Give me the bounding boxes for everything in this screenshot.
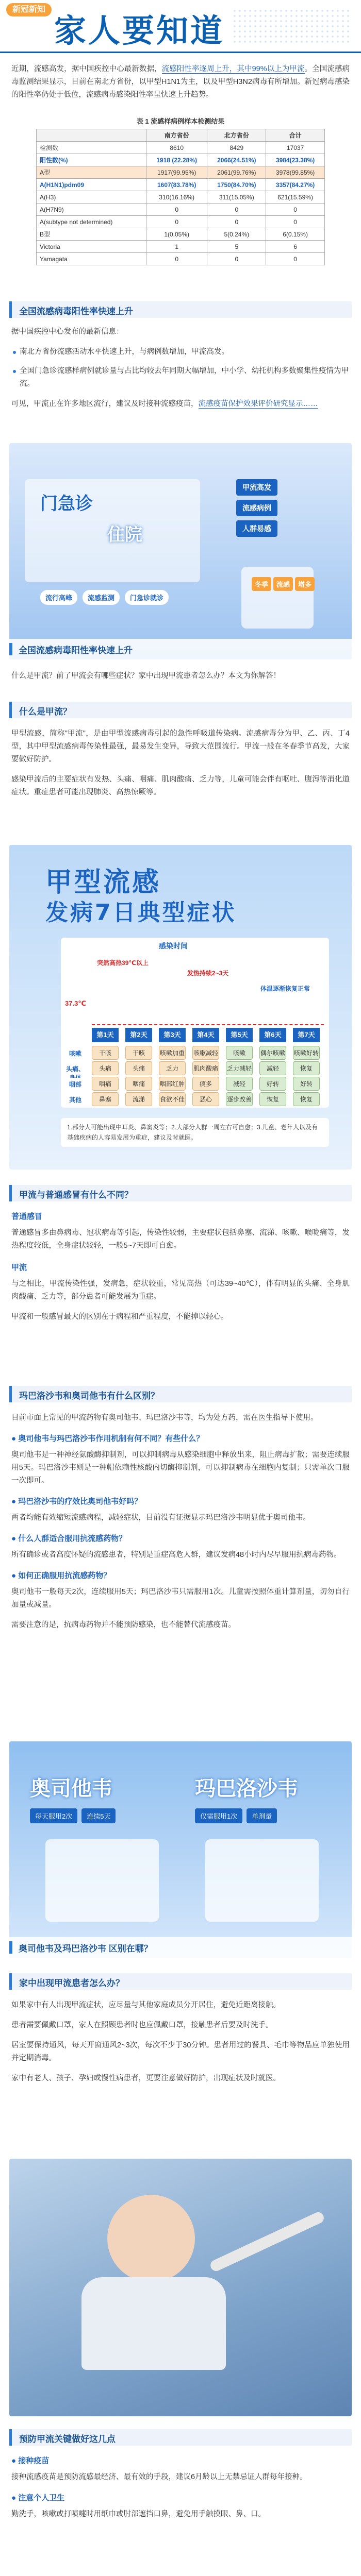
symptom-cell: 咽部红肿 bbox=[159, 1077, 186, 1091]
hero-tag-group bbox=[236, 479, 277, 537]
doctor-illustration bbox=[241, 567, 314, 629]
table-cell: 检测数 bbox=[37, 142, 146, 154]
symptom-cell: 鼻塞 bbox=[92, 1092, 119, 1106]
table-cell: A(H1N1)pdm09 bbox=[37, 179, 146, 191]
table-cell: 1917(99.95%) bbox=[146, 166, 207, 179]
header-divider bbox=[0, 52, 361, 53]
timeline-day: 第7天 bbox=[293, 1028, 320, 1042]
symptom-cell: 咽痛 bbox=[92, 1077, 119, 1091]
pill-pack-illustration bbox=[205, 1839, 319, 1922]
paragraph: 感染甲流后的主要症状有发热、头痛、咽痛、肌肉酸痛、乏力等，儿童可能会伴有呕吐、腹泻等消化道症状。重症患者可能出现肺炎、高热惊厥等。 bbox=[11, 775, 350, 796]
table-row bbox=[37, 142, 325, 154]
table-cell: 1 bbox=[146, 241, 207, 253]
drug-tags-right bbox=[195, 1808, 277, 1823]
intro-text-cont: 。全国流感病毒监测结果显示，目前在南北方省份，以甲型H1N1为主，以及甲型H3N2病毒有所增加。新冠病毒感染的阳性率仍处于低位，流感病毒感染阳性率呈快速上升趋势。 bbox=[11, 65, 350, 99]
symptom-cell: 乏力 bbox=[159, 1061, 186, 1075]
table-cell: 311(15.05%) bbox=[207, 191, 266, 204]
hero-tag: 人群易感 bbox=[236, 520, 277, 537]
fever-note: 突然高热39℃以上 bbox=[97, 959, 149, 967]
timeline-title: 甲型流感 bbox=[45, 867, 161, 898]
paragraph: 甲型流感，简称"甲流"，是由甲型流感病毒引起的急性呼吸道传染病。流感病毒分为甲、乙、丙、丁4型，其中甲型流感病毒传染性最强，最易发生变异，导致大范围流行。甲流一般在冬春季节高发，大家要做好防护。 bbox=[11, 730, 350, 764]
symptom-cell: 恢复 bbox=[293, 1092, 320, 1106]
fever-note: 体温逐渐恢复正常 bbox=[260, 985, 310, 992]
paragraph bbox=[11, 398, 350, 411]
result-table bbox=[36, 129, 325, 265]
table-row bbox=[37, 191, 325, 204]
thermometer-icon bbox=[209, 2210, 326, 2273]
table-cell: 1607(83.78%) bbox=[146, 179, 207, 191]
table-cell: Victoria bbox=[37, 241, 146, 253]
symptom-cell: 咳嗽好转 bbox=[293, 1046, 320, 1060]
subheading: ● 奥司他韦与玛巴洛沙韦作用机制有何不同？有些什么？ bbox=[11, 1434, 204, 1443]
table-header-row bbox=[37, 129, 325, 142]
symptom-cell: 逐步改善 bbox=[226, 1092, 253, 1106]
hero-pill: 门急诊就诊 bbox=[125, 590, 169, 605]
timeline-day: 第1天 bbox=[92, 1028, 119, 1042]
result-table-block bbox=[36, 116, 325, 265]
table-row bbox=[37, 166, 325, 179]
subheading: ● 如何正确服用抗流感药物？ bbox=[11, 1571, 111, 1580]
table-header bbox=[37, 129, 146, 142]
subheading: ● 玛巴洛沙韦的疗效比奥司他韦好吗？ bbox=[11, 1497, 142, 1506]
section-heading bbox=[9, 2429, 352, 2446]
list-item: 南北方省份流感活动水平快速上升，与病例数增加，甲流高发。 bbox=[11, 346, 350, 359]
section-title: 甲流与普通感冒有什么不同？ bbox=[19, 1190, 133, 1200]
table-cell: 0 bbox=[266, 253, 325, 265]
table-cell: 0 bbox=[146, 204, 207, 216]
symptom-cell: 干咳 bbox=[125, 1046, 152, 1060]
drug-tag: 连续5天 bbox=[81, 1808, 116, 1823]
temperature-label: 37.3℃ bbox=[65, 999, 87, 1007]
timeline-day: 第3天 bbox=[159, 1028, 186, 1042]
section-heading bbox=[9, 1973, 352, 1990]
hero-badge: 流感 bbox=[273, 577, 293, 591]
pill-box-illustration bbox=[45, 1839, 159, 1922]
table-cell: A(subtype not determined) bbox=[37, 216, 146, 228]
paragraph: 勤洗手，咳嗽或打喷嚏时用纸巾或肘部遮挡口鼻，避免用手触摸眼、鼻、口。 bbox=[11, 2510, 266, 2518]
section4-body bbox=[11, 1412, 350, 1632]
table-cell: A(H7N9) bbox=[37, 204, 146, 216]
table-row bbox=[37, 216, 325, 228]
table-row bbox=[37, 228, 325, 241]
subheading: ● 什么人群适合服用抗流感药物？ bbox=[11, 1534, 127, 1543]
table-caption: 表 1 流感样病例样本检测结果 bbox=[136, 117, 225, 125]
table-cell: 1(0.05%) bbox=[146, 228, 207, 241]
paragraph: 甲流和一般感冒最大的区别在于病程和严重程度，不能掉以轻心。 bbox=[11, 1313, 228, 1321]
table-cell: 0 bbox=[207, 216, 266, 228]
intro-paragraph bbox=[11, 63, 350, 101]
timeline-day: 第4天 bbox=[192, 1028, 219, 1042]
table-cell: A(H3) bbox=[37, 191, 146, 204]
paragraph: 据中国疾控中心发布的最新信息： bbox=[11, 328, 124, 336]
symptom-cell: 好转 bbox=[259, 1077, 286, 1091]
intro-highlight: 流感阳性率逐周上升，其中99%以上为甲流 bbox=[161, 65, 305, 73]
table-row bbox=[37, 154, 325, 166]
timeline-day-header: 感染时间 bbox=[159, 942, 188, 950]
table-cell: 3984(23.38%) bbox=[266, 154, 325, 166]
child-figure bbox=[107, 2195, 195, 2282]
hero-pill: 流感监测 bbox=[83, 590, 120, 605]
section-heading bbox=[9, 301, 352, 318]
table-cell: 621(15.59%) bbox=[266, 191, 325, 204]
symptom-cell: 食欲不佳 bbox=[159, 1092, 186, 1106]
section3-body bbox=[11, 1211, 350, 1324]
drug-tag: 单剂量 bbox=[247, 1808, 277, 1823]
section2-body bbox=[11, 727, 350, 799]
caption-text: 全国流感病毒阳性率快速上升 bbox=[19, 646, 133, 655]
timeline-row-label: 咽部 bbox=[65, 1078, 86, 1091]
symptom-cell: 痰多 bbox=[192, 1077, 219, 1091]
subheading: ● 注意个人卫生 bbox=[11, 2494, 65, 2502]
timeline-row-label: 咳嗽 bbox=[65, 1047, 86, 1060]
table-cell: 阳性数(%) bbox=[37, 154, 146, 166]
symptom-cell: 咳嗽减轻 bbox=[192, 1046, 219, 1060]
badge-group bbox=[252, 577, 315, 591]
hero-tag: 流感病例 bbox=[236, 500, 277, 516]
symptom-cell: 减轻 bbox=[226, 1077, 253, 1091]
section-heading bbox=[9, 702, 352, 718]
symptom-cell: 肌肉酸痛 bbox=[192, 1061, 219, 1075]
drug-title-right: 玛巴洛沙韦 bbox=[195, 1777, 298, 1800]
blanket bbox=[81, 2277, 226, 2370]
subheading: 甲流 bbox=[11, 1263, 27, 1272]
hero-caption bbox=[9, 1937, 352, 1958]
table-row bbox=[37, 179, 325, 191]
table-cell: 17037 bbox=[266, 142, 325, 154]
table-cell: 2061(99.76%) bbox=[207, 166, 266, 179]
hospital-label: 住院 bbox=[107, 525, 142, 545]
symptom-cell: 恢复 bbox=[293, 1061, 320, 1075]
paragraph: 接种流感疫苗是预防流感最经济、最有效的手段，建议6月龄以上无禁忌证人群每年接种。 bbox=[11, 2473, 307, 2481]
symptom-cell: 恶心 bbox=[192, 1092, 219, 1106]
section-title: 预防甲流关键做好这几点 bbox=[19, 2434, 116, 2444]
hero-badge: 增多 bbox=[295, 577, 315, 591]
paragraph: 与之相比，甲流传染性强，发病急，症状较重，常见高热（可达39~40℃），伴有明显的头痛、全身肌肉酸痛、乏力等，部分患者可能发展为重症。 bbox=[11, 1280, 350, 1301]
paragraph: 居室要保持通风，每天开窗通风2~3次，每次不少于30分钟。患者用过的餐具、毛巾等物品应单独使用并定期消毒。 bbox=[11, 2041, 350, 2062]
fever-note: 发热持续2~3天 bbox=[187, 970, 229, 977]
table-cell: B型 bbox=[37, 228, 146, 241]
section2-intro bbox=[11, 670, 350, 683]
hero-pill: 流行高峰 bbox=[40, 590, 77, 605]
intro-text: 近期，流感高发，据中国疾控中心最新数据， bbox=[11, 65, 162, 73]
drug-tag: 仅需服用1次 bbox=[195, 1808, 242, 1823]
caption-bar bbox=[9, 1941, 12, 1954]
hero-caption bbox=[9, 639, 352, 659]
page-title: 家人要知道 bbox=[54, 12, 225, 49]
paragraph: 什么是甲流？前了甲流会有哪些症状？家中出现甲流患者怎么办？本文为你解答！ bbox=[11, 672, 281, 680]
table-cell: 2066(24.51%) bbox=[207, 154, 266, 166]
section1-body bbox=[11, 326, 350, 411]
timeline-day: 第2天 bbox=[125, 1028, 152, 1042]
symptom-cell: 乏力减轻 bbox=[226, 1061, 253, 1075]
symptom-cell: 咽痛 bbox=[125, 1077, 152, 1091]
section-heading bbox=[9, 1386, 352, 1402]
table-row bbox=[37, 253, 325, 265]
drug-title-left: 奥司他韦 bbox=[30, 1777, 112, 1800]
bullet-list bbox=[11, 346, 350, 391]
paragraph: 需要注意的是，抗病毒药物并不能预防感染，也不能替代流感疫苗。 bbox=[11, 1621, 236, 1629]
symptom-cell: 恢复 bbox=[259, 1092, 286, 1106]
caption-text: 奥司他韦及玛巴洛沙韦 区别在哪？ bbox=[19, 1944, 153, 1954]
paragraph: 两者均能有效缩短流感病程，减轻症状，目前没有证据显示玛巴洛沙韦明显优于奥司他韦。 bbox=[11, 1514, 310, 1522]
table-header: 合计 bbox=[266, 129, 325, 142]
section-title: 玛巴洛沙韦和奥司他韦有什么区别？ bbox=[19, 1391, 159, 1401]
table-cell: 8610 bbox=[146, 142, 207, 154]
section6-body-a bbox=[11, 2455, 350, 2521]
paragraph: 目前市面上常见的甲流药物有奥司他韦、玛巴洛沙韦等，均为处方药，需在医生指导下使用。 bbox=[11, 1414, 318, 1422]
paragraph: 普通感冒多由鼻病毒、冠状病毒等引起，传染性较弱，主要症状包括鼻塞、流涕、咳嗽、喉咙痛等，发热程度较低，全身症状较轻，一般5~7天即可自愈。 bbox=[11, 1229, 350, 1250]
paragraph: 奥司他韦一般每天2次，连续服用5天；玛巴洛沙韦只需服用1次。儿童需按照体重计算剂量，切勿自行加量或减量。 bbox=[11, 1588, 350, 1609]
table-header: 南方省份 bbox=[146, 129, 207, 142]
table-cell: 1918 (22.28%) bbox=[146, 154, 207, 166]
table-cell: 5(0.24%) bbox=[207, 228, 266, 241]
table-cell: 0 bbox=[146, 216, 207, 228]
symptom-cell: 头痛 bbox=[125, 1061, 152, 1075]
caption-bar bbox=[9, 643, 12, 655]
header-decoration bbox=[232, 8, 351, 44]
table-cell: Yamagata bbox=[37, 253, 146, 265]
table-cell: 0 bbox=[146, 253, 207, 265]
symptom-cell: 偶尔咳嗽 bbox=[259, 1046, 286, 1060]
paragraph: 如果家中有人出现甲流症状，应尽量与其他家庭成员分开居住，避免近距离接触。 bbox=[11, 2001, 281, 2009]
table-cell: 5 bbox=[207, 241, 266, 253]
timeline-day: 第6天 bbox=[259, 1028, 286, 1042]
table-cell: 0 bbox=[207, 204, 266, 216]
section-heading bbox=[9, 1185, 352, 1201]
drug-tags-left bbox=[30, 1808, 116, 1823]
paragraph: 患者需要佩戴口罩，家人在照顾患者时也应佩戴口罩，接触患者后要及时洗手。 bbox=[11, 2021, 273, 2029]
symptom-cell: 头痛 bbox=[92, 1061, 119, 1075]
inline-link[interactable]: 流感疫苗保护效果评价研究显示…… bbox=[198, 400, 318, 408]
timeline-notes: 1.部分人可能出现中耳炎、鼻窦炎等；2.大部分人群一周左右可自愈；3.儿童、老年人以及有基础疾病的人容易发展为重症，建议及时就医。 bbox=[61, 1118, 329, 1147]
paragraph: 家中有老人、孩子、孕妇或慢性病患者，更要注意做好防护，出现症状及时就医。 bbox=[11, 2074, 281, 2082]
hero-pill-group bbox=[40, 590, 169, 605]
symptom-cell: 咳嗽加重 bbox=[159, 1046, 186, 1060]
paragraph: 所有确诊或者高度怀疑的流感患者，特别是重症高危人群，建议发病48小时内尽早服用抗病毒药物。 bbox=[11, 1551, 341, 1559]
subheading: 普通感冒 bbox=[11, 1212, 43, 1221]
paragraph-text: 可见，甲流正在许多地区流行，建议及时接种流感疫苗， bbox=[11, 400, 199, 408]
table-cell: A型 bbox=[37, 166, 146, 179]
header-badge: 新冠新知 bbox=[6, 3, 52, 16]
symptom-cell: 咳嗽 bbox=[226, 1046, 253, 1060]
symptom-cell: 好转 bbox=[293, 1077, 320, 1091]
table-header: 北方省份 bbox=[207, 129, 266, 142]
drug-tag: 每天服用2次 bbox=[30, 1808, 77, 1823]
hero-tag: 甲流高发 bbox=[236, 479, 277, 496]
timeline-subtitle: 发病7日典型症状 bbox=[45, 900, 237, 926]
hero-illustration-drugs bbox=[9, 1741, 352, 1958]
section-title: 全国流感病毒阳性率快速上升 bbox=[19, 307, 133, 316]
section5-body bbox=[11, 1999, 350, 2085]
hero-illustration-clinic bbox=[9, 443, 352, 659]
subheading: ● 接种疫苗 bbox=[11, 2456, 50, 2465]
photo-sick-child bbox=[9, 2159, 352, 2416]
section-title: 家中出现甲流患者怎么办？ bbox=[19, 1978, 124, 1988]
table-cell: 1750(84.70%) bbox=[207, 179, 266, 191]
table-row bbox=[37, 204, 325, 216]
section-title: 什么是甲流？ bbox=[19, 707, 72, 717]
table-cell: 3978(99.85%) bbox=[266, 166, 325, 179]
table-cell: 6 bbox=[266, 241, 325, 253]
table-cell: 3357(84.27%) bbox=[266, 179, 325, 191]
table-cell: 0 bbox=[207, 253, 266, 265]
paragraph: 奥司他韦是一种神经氨酸酶抑制剂，可以抑制病毒从感染细胞中释放出来，阻止病毒扩散；需要连续服用5天。玛巴洛沙韦则是一种帽依赖性核酸内切酶抑制剂，可以抑制病毒在细胞内复制；只需单次口服一次即可。 bbox=[11, 1451, 350, 1485]
table-row bbox=[37, 241, 325, 253]
symptom-cell: 干咳 bbox=[92, 1046, 119, 1060]
table-cell: 6(0.15%) bbox=[266, 228, 325, 241]
table-cell: 310(16.16%) bbox=[146, 191, 207, 204]
hero-badge: 冬季 bbox=[252, 577, 271, 591]
table-cell: 8429 bbox=[207, 142, 266, 154]
table-cell: 0 bbox=[266, 204, 325, 216]
timeline-row-label: 其他 bbox=[65, 1093, 86, 1106]
symptom-cell: 流涕 bbox=[125, 1092, 152, 1106]
symptom-timeline-card bbox=[9, 845, 352, 1170]
table-cell: 0 bbox=[266, 216, 325, 228]
timeline-row-label: 头痛、 bbox=[65, 1062, 86, 1084]
list-item: 全国门急诊流感样病例就诊量与占比均较去年同期大幅增加，中小学、幼托机构多数聚集性疫情为甲流。 bbox=[11, 365, 350, 391]
timeline-day: 第5天 bbox=[226, 1028, 253, 1042]
clinic-label: 门急诊 bbox=[40, 494, 93, 514]
symptom-cell: 减轻 bbox=[259, 1061, 286, 1075]
